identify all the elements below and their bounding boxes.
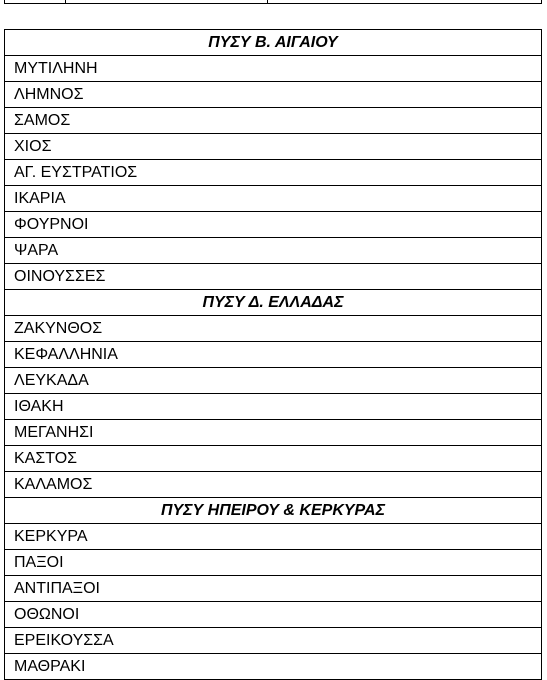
island-name: ΟΘΩΝΟΙ — [5, 602, 542, 628]
island-name: ΕΡΕΙΚΟΥΣΣΑ — [5, 628, 542, 654]
island-name: ΜΕΓΑΝΗΣΙ — [5, 420, 542, 446]
section-header-row — [5, 498, 542, 524]
table-row — [5, 264, 542, 290]
column-divider — [65, 0, 66, 3]
table-row — [5, 160, 542, 186]
island-name: ΧΙΟΣ — [5, 134, 542, 160]
table-row — [5, 82, 542, 108]
island-name: ΚΑΛΑΜΟΣ — [5, 472, 542, 498]
table-row — [5, 238, 542, 264]
section-title: ΠΥΣΥ ΗΠΕΙΡΟΥ & ΚΕΡΚΥΡΑΣ — [5, 498, 542, 524]
table-row — [5, 472, 542, 498]
island-name: ΖΑΚΥΝΘΟΣ — [5, 316, 542, 342]
island-name: ΨΑΡΑ — [5, 238, 542, 264]
island-name: ΟΙΝΟΥΣΣΕΣ — [5, 264, 542, 290]
table-row — [5, 56, 542, 82]
island-name: ΠΑΞΟΙ — [5, 550, 542, 576]
table-row — [5, 420, 542, 446]
section-header-row — [5, 290, 542, 316]
table-row — [5, 446, 542, 472]
regions-table — [4, 29, 542, 680]
table-row — [5, 368, 542, 394]
island-name: ΑΓ. ΕΥΣΤΡΑΤΙΟΣ — [5, 160, 542, 186]
section-header-row — [5, 30, 542, 56]
island-name: ΜΑΘΡΑΚΙ — [5, 654, 542, 680]
table-row — [5, 394, 542, 420]
island-name: ΦΟΥΡΝΟΙ — [5, 212, 542, 238]
island-name: ΚΕΦΑΛΛΗΝΙΑ — [5, 342, 542, 368]
island-name: ΛΗΜΝΟΣ — [5, 82, 542, 108]
table-row — [5, 576, 542, 602]
table-row — [5, 316, 542, 342]
table-row — [5, 602, 542, 628]
table-row — [5, 134, 542, 160]
island-name: ΙΘΑΚΗ — [5, 394, 542, 420]
island-name: ΚΑΣΤΟΣ — [5, 446, 542, 472]
island-name: ΑΝΤΙΠΑΞΟΙ — [5, 576, 542, 602]
table-row — [5, 212, 542, 238]
island-name: ΛΕΥΚΑΔΑ — [5, 368, 542, 394]
island-name: ΙΚΑΡΙΑ — [5, 186, 542, 212]
table-row — [5, 524, 542, 550]
table-row — [5, 186, 542, 212]
island-name: ΜΥΤΙΛΗΝΗ — [5, 56, 542, 82]
table-row — [5, 628, 542, 654]
table-row — [5, 342, 542, 368]
section-title: ΠΥΣΥ Β. ΑΙΓΑΙΟΥ — [5, 30, 542, 56]
table-row — [5, 550, 542, 576]
previous-table-fragment — [4, 0, 542, 4]
island-name: ΚΕΡΚΥΡΑ — [5, 524, 542, 550]
section-title: ΠΥΣΥ Δ. ΕΛΛΑΔΑΣ — [5, 290, 542, 316]
table-row — [5, 108, 542, 134]
island-name: ΣΑΜΟΣ — [5, 108, 542, 134]
table-row — [5, 654, 542, 680]
column-divider — [267, 0, 268, 3]
